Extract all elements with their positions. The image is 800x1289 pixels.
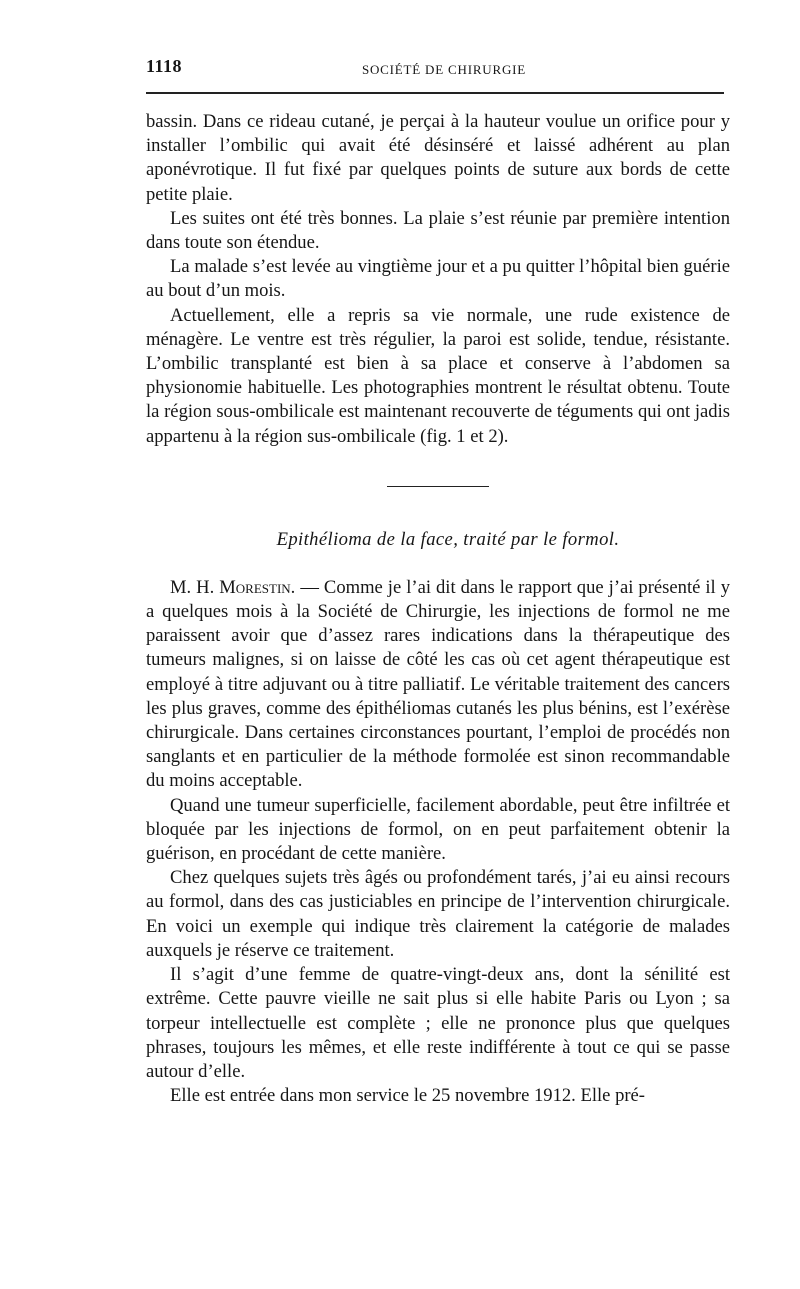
paragraph: bassin. Dans ce rideau cutané, je perçai à la hauteur voulue un orifice pour y installer l’ombilic qui avait été désinséré et laissé adhérent au plan aponévrotique. Il fut fixé par quelques points de suture aux bords de cette petite plaie. — [146, 111, 730, 205]
paragraph: Quand une tumeur superficielle, facilement abordable, peut être infiltrée et bloquée par les injections de formol, on en peut parfaitement obtenir la guérison, en procédant de cette manière. — [146, 794, 730, 865]
paragraph — [146, 576, 730, 794]
running-header — [146, 50, 730, 82]
paragraph: Chez quelques sujets très âgés ou profondément tarés, j’ai eu ainsi recours au formol, dans des cas justiciables en principe de l’intervention chirurgicale. En voici un exemple qui indique très clairement la catégorie de malades auxquels je réserve ce traitement. — [146, 867, 730, 961]
author-name: M. H. Morestin. — [170, 576, 296, 598]
paragraph: Il s’agit d’une femme de quatre-vingt-deux ans, dont la sénilité est extrême. Cette pauvre vieille ne sait plus si elle habite Paris ou Lyon ; sa torpeur intellectuelle est complète ; elle ne prononce plus que quelques phrases, toujours les mêmes, et elle reste indifférente à tout ce qui se passe autour d’elle. — [146, 964, 730, 1082]
paragraph: Les suites ont été très bonnes. La plaie s’est réunie par première intention dans toute son étendue. — [146, 207, 730, 254]
paragraph-text: — Comme je l’ai dit dans le rapport que j’ai présenté il y a quelques mois à la Société de Chirurgie, les injections de formol ne me paraissent avoir que d’assez rares indications dans la thérapeutique des tumeurs malignes, si on laisse de côté les cas où cet agent thérapeutique est employé à titre adjuvant ou à titre palliatif. Le véritable traitement des cancers les plus graves, comme des épithéliomas cutanés les plus bénins, est l’exérèse chirurgicale. Dans certaines circonstances pourtant, l’emploi de procédés non sanglants et en particulier de la méthode formolée est sinon recommandable du moins acceptable. — [146, 576, 730, 792]
body-text — [146, 110, 730, 1108]
header-rule — [146, 92, 724, 94]
paragraph: Elle est entrée dans mon service le 25 novembre 1912. Elle pré- — [170, 1085, 646, 1107]
page-number: 1118 — [146, 56, 183, 76]
article-title: Epithélioma de la face, traité par le formol. — [276, 528, 620, 550]
section-separator-rule — [387, 486, 489, 487]
document-page — [146, 50, 730, 1107]
paragraph: La malade s’est levée au vingtième jour et a pu quitter l’hôpital bien guérie au bout d’un mois. — [146, 256, 730, 302]
paragraph: Actuellement, elle a repris sa vie normale, une rude existence de ménagère. Le ventre est très régulier, la paroi est solide, tendue, résistante. L’ombilic transplanté est bien à sa place et conserve à l’abdomen sa physionomie habituelle. Les photographies montrent le résultat obtenu. Toute la région sous-ombilicale est maintenant recouverte de téguments qui ont jadis appartenu à la région sus-ombilicale (fig. 1 et 2). — [146, 304, 730, 447]
running-title: SOCIÉTÉ DE CHIRURGIE — [361, 62, 527, 77]
